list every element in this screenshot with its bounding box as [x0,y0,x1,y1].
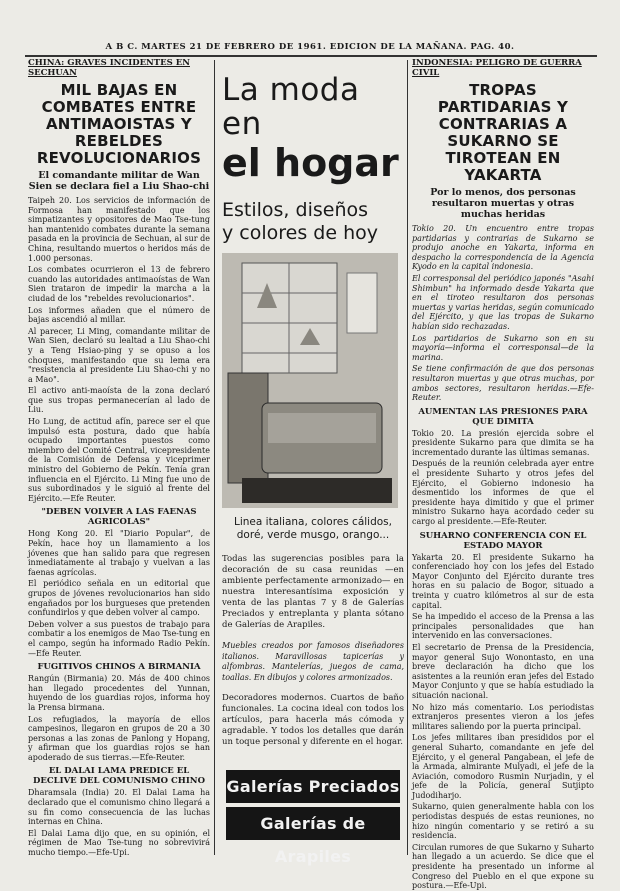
left-paragraph: Los informes añaden que el número de bajas ascendió al millar. [28,305,210,325]
left-section-title: "DEBEN VOLVER A LAS FAENAS AGRICOLAS" [41,507,197,528]
right-kicker: INDONESIA: PELIGRO DE GUERRA CIVIL [412,58,582,78]
right-headline: TROPAS PARTIDARIAS Y CONTRARIAS A SUKARNO SE TIROTEAN EN YAKARTA [437,81,569,184]
right-section-title: AUMENTAN LAS PRESIONES PARA QUE DIMITA [418,406,588,427]
left-paragraph: Hong Kong 20. El "Diario Popular", de Pekín, hace hoy un llamamiento a los jóvenes que han salido para que regresen inmediatamente al trabajo y vuelvan a las faenas agrícolas. [28,529,210,577]
left-paragraph: El periódico señala en un editorial que grupos de jóvenes revolucionarios han sido engañados por los burgueses que pretenden confundirlos y que deben volver al campo. [28,579,210,618]
right-paragraph: Yakarta 20. El presidente Sukarno ha conferenciado hoy con los jefes del Estado Mayor Conjunto del Ejército durante tres horas en su palacio de Bogor, situado a treinta y cuatro kilómetros al sur de esta capital. [412,552,594,610]
left-headline: MIL BAJAS EN COMBATES ENTRE ANTIMAOISTAS Y REBELDES REVOLUCIONARIOS [36,81,202,167]
column-rule-left [214,60,215,855]
ad-italic-text: Muebles creados por famosos diseñadores italianos. Maravillosas tapicerías y alfombras. Mantelerías, juegos de cama, toallas. En dibujos y colores armonizados. [222,641,404,682]
left-paragraph: Rangún (Birmania) 20. Más de 400 chinos han llegado procedentes del Yunnan, huyendo de los guardias rojos, informa hoy la Prensa birmana. [28,674,210,712]
left-section-title: EL DALAI LAMA PREDICE EL DECLIVE DEL COMUNISMO CHINO [33,766,205,787]
ad-photo-living-room [222,253,398,508]
left-subhead: El comandante militar de Wan Sien se declara fiel a Liu Shao-chi [28,170,210,192]
ad-body-text-2: Decoradores modernos. Cuartos de baño funcionales. La cocina ideal con todos los artículos, para hacerla más cómoda y agradable. Y todos los detalles que darán un toque personal y diferente en el hogar. [222,693,404,747]
right-article [412,58,594,891]
left-paragraph: El Dalai Lama dijo que, en su opinión, el régimen de Mao Tse-tung no sobrevivirá mucho tiempo.—Efe-Upi. [28,828,210,858]
right-paragraph: Los jefes militares iban presididos por el general Suharto, comandante en jefe del Ejército, y el general Pangabean, el jefe de la Armada, almirante Mulyadi, el jefe de la Aviación, comodoro Rusmin Nurjadin, y el jefe de la Policía, general Sutjipto Judodiharjo. [412,733,594,800]
right-paragraph: Se tiene confirmación de que dos personas resultaron muertas y que otras muchas, por ambos sectores, resultaron heridas.—Efe-Reuter. [412,364,594,403]
left-kicker: CHINA: GRAVES INCIDENTES EN SECHUAN [28,58,190,78]
right-paragraph: Sukarno, quien generalmente habla con los periodistas después de estas reuniones, no hizo ningún comentario y se retiró a su residencia. [412,802,594,841]
right-subhead: Por lo menos, dos personas resultaron muertas y otras muchas heridas [430,187,576,220]
page-header: A B C. MARTES 21 DE FEBRERO DE 1961. EDICION DE LA MAÑANA. PAG. 40. [105,42,515,52]
right-paragraph: Se ha impedido el acceso de la Prensa a las principales personalidades que han intervenido en las conversaciones. [412,612,594,641]
ad-caption: Linea italiana, colores cálidos, doré, verde musgo, orango... [234,516,392,541]
living-room-illustration [222,253,398,508]
right-paragraph: Tokio 20. Un encuentro entre tropas partidarias y contrarias de Sukarno se produjo anoche en Yakarta, informa en despacho la correspondencia de la Agencia Kyodo en la capital indonesia. [412,224,594,272]
ad-body-text: Todas las sugerencias posibles para la decoración de su casa reunidas —en ambiente perfectamente armonizado— en nuestra interesantísima exposición y venta de las plantas 7 y 8 de Galerías Preciados y entreplanta y planta sótano de Galerías de Arapiles. [222,554,404,630]
left-paragraph: Ho Lung, de actitud afín, parece ser el que impulsó esta postura, dado que había ocupado importantes puestos como miembro del Comité Central, vicepresidente de la Comisión de Defensa y viceprimer ministro del Gobierno de Pekín. Tenía gran influencia en el Ejército. Li Ming fue uno de sus subordinados y le siguió al frente del Ejército.—Efe Reuter. [28,417,210,503]
ad-title-line2: el hogar [222,141,399,185]
ad-brand-galerias-preciados: Galerías Preciados [226,770,400,803]
left-paragraph: Dharamsala (India) 20. El Dalai Lama ha declarado que el comunismo chino llegará a su fin como consecuencia de las luchas internas en China. [28,788,210,827]
left-paragraph: Deben volver a sus puestos de trabajo para combatir a los enemigos de Mao Tse-tung en el campo, según ha informado Radio Pekín.—Efe Reuter. [28,619,210,658]
ad-title-line1: La moda en [222,72,360,142]
right-section-title: SUHARNO CONFERENCIA CON EL ESTADO MAYOR [419,530,587,551]
right-paragraph: El secretario de Prensa de la Presidencia, mayor general Sujo Wonontasto, en una breve declaración ha dicho que los asistentes a la reunión eran jefes del Estado Mayor Conjunto y que se había estudiado la situación nacional. [412,642,594,700]
right-paragraph: El corresponsal del periódico japonés "Asahi Shimbun" ha informado desde Yakarta que en el tiroteo resultaron dos personas muertas y varias heridas, según comunicado del Ejército, y que las tropas de Sukarno habían sido rechazadas. [412,273,594,331]
left-article [28,58,210,858]
right-paragraph: No hizo más comentario. Los periodistas extranjeros presentes vieron a los jefes militares saliendo por la puerta principal. [412,702,594,731]
left-paragraph: Al parecer, Li Ming, comandante militar de Wan Sien, declaró su lealtad a Liu Shao-chi y a Teng Hsiao-ping y se opuso a los choques, manifestando que su lema era "resistencia al presidente Liu Shao-chi y no a Mao". [28,326,210,384]
right-paragraph: Circulan rumores de que Sukarno y Suharto han llegado a un acuerdo. Se dice que el presidente ha presentado un informe al Congreso del Pueblo en el que expone su postura.—Efe-Upi. [412,842,594,891]
ad-brand-galerias-arapiles: Galerías de Arapiles [226,807,400,840]
column-rule-right [407,60,408,855]
right-paragraph: Después de la reunión celebrada ayer entre el presidente Suharto y otros jefes del Ejército, el Gobierno indonesio ha desmentido los informes de que el presidente haya dimitido y que el primer ministro Sukarno haya acordado ceder su cargo al presidente.—Efe-Reuter. [412,459,594,527]
left-paragraph: Los refugiados, la mayoría de ellos campesinos, llegaron en grupos de 20 a 30 personas a las zonas de Panlong y Hopang, y afirman que los guardias rojos se han apoderado de sus tierras.—Efe-Reuter. [28,714,210,762]
header-rule [25,55,597,57]
left-paragraph: Taipeh 20. Los servicios de información de Formosa han manifestado que los simpatizantes y opositores de Mao Tse-tung han mantenido combates durante la semana pasada en la provincia de Sechuan, al sur de China, resultando muertos o heridos más de 1.000 personas. [28,196,210,263]
advertisement [222,63,404,853]
right-paragraph: Los partidarios de Sukarno son en su mayoría—informa el corresponsal—de la marina. [412,333,594,362]
left-paragraph: El activo anti-maoísta de la zona declaró que sus tropas permanecerían al lado de Liu. [28,386,210,415]
right-paragraph: Tokio 20. La presión ejercida sobre el presidente Sukarno para que dimita se ha incrementado durante las últimas semanas. [412,428,594,457]
ad-subtitle-line2: y colores de hoy [222,222,378,244]
left-section-title: FUGITIVOS CHINOS A BIRMANIA [37,662,201,673]
left-paragraph: Los combates ocurrieron el 13 de febrero cuando las autoridades antimaoístas de Wan Sien trataron de impedir la marcha a la ciudad de los "rebeldes revolucionarios". [28,265,210,303]
ad-subtitle-line1: Estilos, diseños [222,199,369,221]
